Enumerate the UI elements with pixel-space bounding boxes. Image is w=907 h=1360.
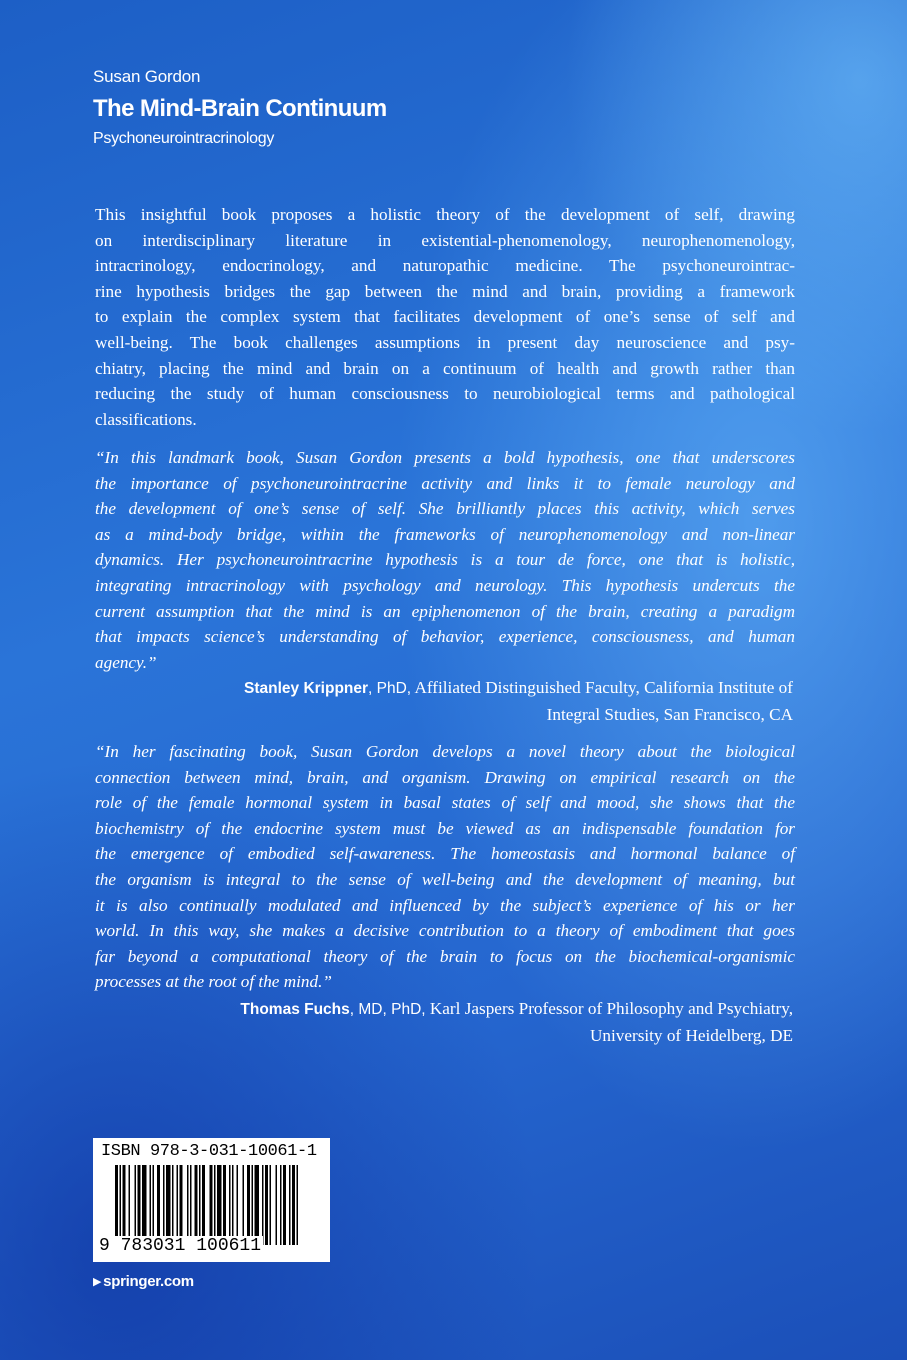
barcode-bar (217, 1165, 222, 1245)
quote-line: integrating intracrinology with psychology and neurology. This hypothesis undercuts the (95, 575, 795, 595)
quote-line: as a mind-body bridge, within the frameworks of neurophenomenology and non-linear (95, 524, 795, 544)
description-line: classifications. (95, 409, 197, 429)
description-line: chiatry, placing the mind and brain on a continuum of health and growth rather than (95, 358, 795, 378)
ean-number: 9 783031 100611 (99, 1236, 262, 1256)
barcode-bar (120, 1165, 122, 1245)
quote-line: far beyond a computational theory of the brain to focus on the biochemical-organismic (95, 946, 795, 966)
barcode-bar (270, 1165, 272, 1245)
quote-line: biochemistry of the endocrine system must be viewed as an indispensable foundation for (95, 818, 795, 838)
quote-line: the organism is integral to the sense of well-being and the development of meaning, but (95, 869, 795, 889)
barcode-bar (276, 1165, 278, 1245)
barcode-bar (129, 1165, 131, 1245)
description-line: rine hypothesis bridges the gap between the mind and brain, providing a framework (95, 281, 795, 301)
publisher-website[interactable] (93, 1273, 194, 1290)
description-line: to explain the complex system that facilitates development of one’s sense of self and (95, 307, 795, 327)
endorser-affiliation: Affiliated Distinguished Faculty, California Institute of (411, 678, 793, 697)
barcode-bar (135, 1165, 137, 1245)
book-title: The Mind-Brain Continuum (93, 95, 387, 122)
description-line: well-being. The book challenges assumptions in present day neuroscience and psy- (95, 332, 795, 352)
endorser-name: Thomas Fuchs (240, 1001, 350, 1018)
barcode-bar (138, 1165, 141, 1245)
barcode-bar (280, 1165, 282, 1245)
quote-line: processes at the root of the mind.” (95, 972, 332, 992)
quote-line: world. In this way, she makes a decisive contribution to a theory of embodiment that goes (95, 921, 795, 941)
book-subtitle: Psychoneurointracrinology (93, 130, 275, 147)
barcode-bar (166, 1165, 171, 1245)
isbn-label: ISBN 978-3-031-10061-1 (101, 1142, 317, 1161)
barcode-bar (262, 1165, 264, 1245)
barcode-bar (229, 1165, 231, 1245)
quote-line: the emergence of embodied self-awareness. The homeostasis and hormonal balance of (95, 844, 795, 864)
quote-line: the importance of psychoneurointracrine activity and links it to female neurology and (95, 473, 795, 493)
barcode-bar (292, 1165, 295, 1245)
barcode-bar (187, 1165, 189, 1245)
barcode-bar (237, 1165, 239, 1245)
barcode-bar (142, 1165, 147, 1245)
quote-line: role of the female hormonal system in basal states of self and mood, she shows that the (95, 793, 795, 813)
barcode-bar (210, 1165, 213, 1245)
endorsement-attribution-1 (95, 675, 793, 727)
author-name: Susan Gordon (93, 67, 201, 86)
description-line: on interdisciplinary literature in existential-phenomenology, neurophenomenology, (95, 230, 795, 250)
barcode-bar (243, 1165, 245, 1245)
quote-line: dynamics. Her psychoneurointracrine hypothesis is a tour de force, one that is holistic, (95, 550, 795, 570)
barcode-bar (252, 1165, 254, 1245)
endorser-affiliation: Integral Studies, San Francisco, CA (546, 704, 793, 724)
endorsement-quote-2 (95, 739, 795, 995)
quote-line: “In her fascinating book, Susan Gordon develops a novel theory about the biological (95, 742, 795, 761)
book-description (95, 202, 795, 432)
barcode-bar (247, 1165, 250, 1245)
arrow-right-icon: ▶ (93, 1276, 102, 1288)
endorser-affiliation: University of Heidelberg, DE (589, 1025, 793, 1045)
barcode-bars-icon (115, 1165, 315, 1245)
barcode-bar (283, 1165, 286, 1245)
quote-line: that impacts science’s understanding of behavior, experience, consciousness, and human (95, 627, 795, 647)
barcode-bar (232, 1165, 234, 1245)
endorser-degree: , PhD, (368, 680, 412, 697)
barcode-bar (115, 1165, 118, 1245)
barcode-bar (297, 1165, 299, 1245)
barcode-bar (123, 1165, 126, 1245)
quote-line: the development of one’s sense of self. She brilliantly places this activity, which serves (95, 499, 795, 519)
endorser-name: Stanley Krippner (244, 680, 369, 697)
barcode-bar (153, 1165, 155, 1245)
barcode-bar (177, 1165, 179, 1245)
endorser-affiliation: Karl Jaspers Professor of Philosophy and Psychiatry, (425, 999, 793, 1018)
endorsement-quote-1 (95, 445, 795, 675)
barcode-bar (214, 1165, 216, 1245)
description-line: intracrinology, endocrinology, and naturopathic medicine. The psychoneurointrac- (95, 256, 795, 276)
quote-line: current assumption that the mind is an epiphenomenon of the brain, creating a paradigm (95, 601, 795, 621)
barcode-bar (195, 1165, 198, 1245)
quote-line: agency.” (95, 652, 157, 672)
barcode-bar (163, 1165, 165, 1245)
quote-line: connection between mind, brain, and organism. Drawing on empirical research on the (95, 767, 795, 787)
barcode-bar (199, 1165, 201, 1245)
endorser-degree: , MD, PhD, (349, 1001, 426, 1018)
endorsement-attribution-2 (95, 996, 793, 1048)
isbn-barcode (93, 1138, 330, 1262)
website-label: springer.com (103, 1273, 194, 1290)
quote-line: “In this landmark book, Susan Gordon presents a bold hypothesis, one that underscores (95, 448, 795, 467)
barcode-bar (255, 1165, 260, 1245)
description-line: This insightful book proposes a holistic theory of the development of self, drawing (95, 205, 795, 224)
barcode-bar (190, 1165, 192, 1245)
barcode-bar (180, 1165, 183, 1245)
barcode-bar (289, 1165, 291, 1245)
barcode-bar (172, 1165, 174, 1245)
quote-line: it is also continually modulated and influenced by the subject’s experience of his or her (95, 895, 795, 915)
barcode-bar (157, 1165, 160, 1245)
description-line: reducing the study of human consciousness to neurobiological terms and pathological (95, 384, 795, 404)
barcode-bar (223, 1165, 226, 1245)
barcode-bar (265, 1165, 268, 1245)
barcode-bar (202, 1165, 205, 1245)
barcode-bar (150, 1165, 152, 1245)
